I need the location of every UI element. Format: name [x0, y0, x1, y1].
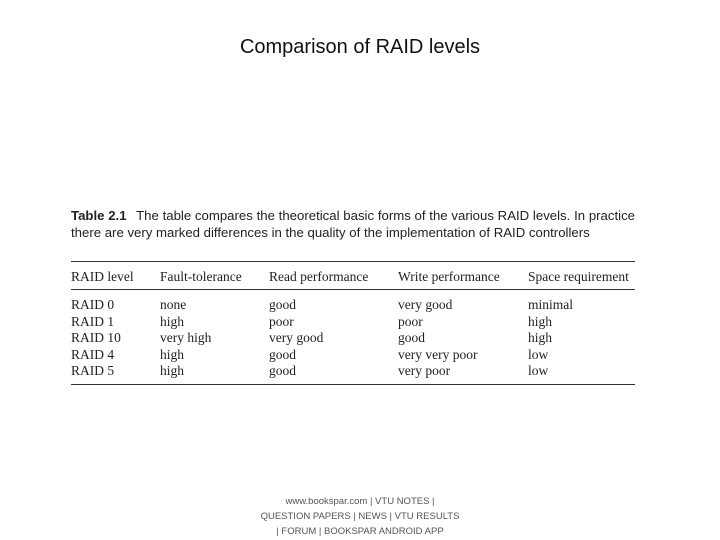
- table-cell: poor: [269, 313, 294, 329]
- slide-title: Comparison of RAID levels: [239, 36, 481, 58]
- table-row: [71, 330, 635, 347]
- table-cell: RAID 1: [71, 313, 115, 329]
- footer-attribution: [240, 494, 480, 539]
- table-cell: good: [269, 297, 296, 312]
- column-header-raid-level: RAID level: [71, 269, 134, 284]
- table-caption: [71, 207, 635, 241]
- footer-line: www.bookspar.com | VTU NOTES |: [285, 496, 435, 507]
- table-cell: low: [528, 363, 549, 378]
- footer-line: | FORUM | BOOKSPAR ANDROID APP: [276, 526, 444, 537]
- table-cell: minimal: [528, 297, 573, 312]
- table-cell: good: [269, 363, 296, 378]
- table-cell: very high: [160, 330, 212, 345]
- table-row: [71, 297, 635, 314]
- table-cell: RAID 4: [71, 346, 115, 362]
- table-cell: none: [160, 297, 187, 312]
- column-header-fault-tolerance: Fault-tolerance: [160, 269, 242, 284]
- table-row: [71, 314, 635, 331]
- table-cell: RAID 5: [71, 363, 115, 378]
- table-cell: RAID 10: [71, 330, 121, 345]
- table-cell: very poor: [398, 363, 451, 378]
- table-cell: very good: [398, 297, 453, 312]
- table-cell: high: [160, 363, 185, 378]
- table-cell: good: [269, 346, 296, 362]
- table-cell: very good: [269, 330, 324, 345]
- table-cell: high: [528, 330, 553, 345]
- column-header-read-performance: Read performance: [269, 269, 369, 284]
- table-header-row: [71, 268, 635, 297]
- caption-text: The table compares the theoretical basic forms of the various RAID levels. In practice there are very marked differences in the quality of the implementation of RAID controllers: [71, 208, 635, 240]
- table-top-rule: [71, 261, 635, 262]
- footer-line: QUESTION PAPERS | NEWS | VTU RESULTS: [260, 511, 460, 522]
- table-row: [71, 347, 635, 364]
- table-row: [71, 363, 635, 380]
- table-cell: high: [160, 313, 185, 329]
- table-cell: good: [398, 330, 425, 345]
- table-cell: RAID 0: [71, 297, 115, 312]
- column-header-space-requirement: Space requirement: [528, 269, 629, 284]
- table-cell: very very poor: [398, 346, 478, 362]
- table-cell: high: [160, 346, 185, 362]
- table-cell: poor: [398, 313, 423, 329]
- column-header-write-performance: Write performance: [398, 269, 500, 284]
- table-bottom-rule: [71, 384, 635, 385]
- raid-comparison-table: [71, 268, 635, 380]
- table-cell: high: [528, 313, 553, 329]
- caption-label: Table 2.1: [71, 208, 127, 223]
- table-cell: low: [528, 346, 549, 362]
